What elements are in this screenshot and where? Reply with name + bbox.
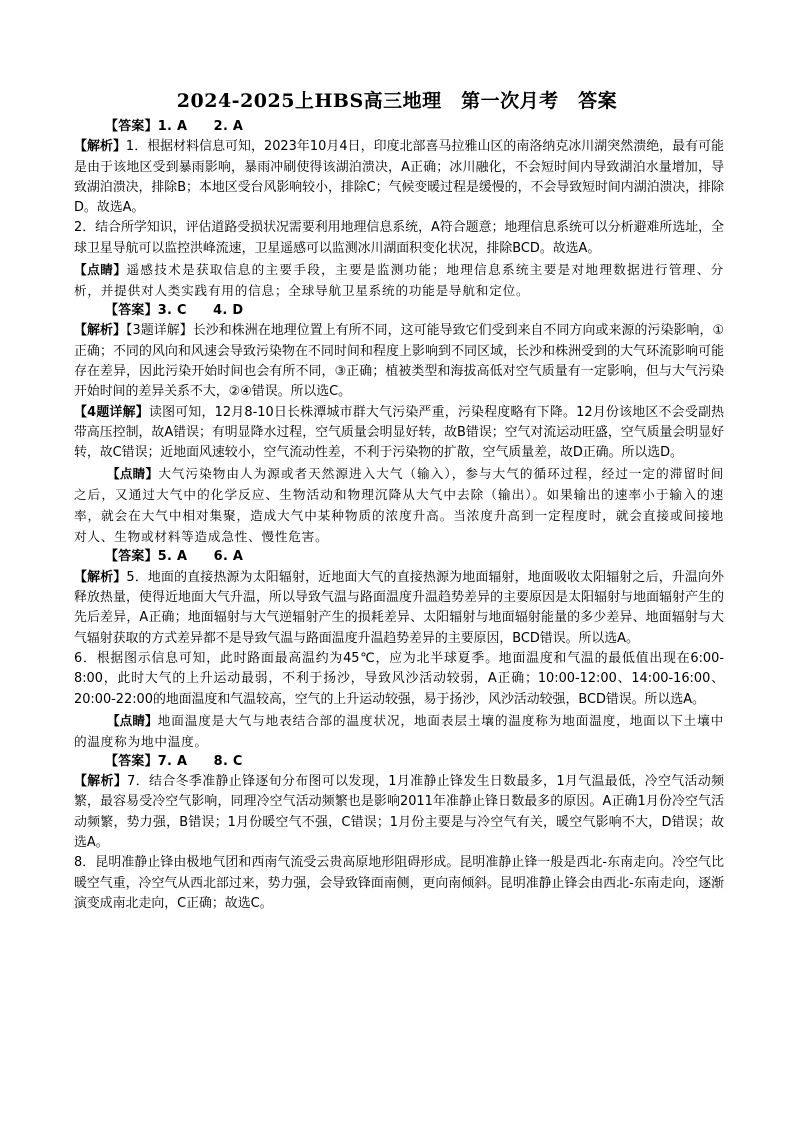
key-point-note: 【点睛】遥感技术是获取信息的主要手段，主要是监测功能；地理信息系统主要是对地理数据进行管理、分析，并提供对人类实践有用的信息；全球导航卫星系统的功能是导航和定位。: [74, 262, 724, 299]
analysis-paragraph: 【解析】7．结合冬季准静止锋逐旬分布图可以发现，1月准静止锋发生日数最多，1月气温最低，冷空气活动频繁，最容易受冷空气影响，同理冷空气活动频繁也是影响2011年准静止锋日数最多的原因。A正确1月份冷空气活动频繁，势力强，B错误；1月份暖空气不强，C错误；1月份主要是与冷空气有关，暖空气影响不大，D错误；故选A。: [74, 774, 725, 851]
key-point-note: 【点睛】大气污染物由人为源或者天然源进入大气（输入），参与大气的循环过程，经过一定的滞留时间之后，又通过大气中的化学反应、生物活动和物理沉降从大气中去除（输出）。如果输出的速率小于输入的速率，就会在大气中相对集聚，造成大气中某种物质的浓度升高。当浓度升高到一定程度时，就会直接或间接地对人、生物或材料等造成急性、慢性危害。: [74, 466, 725, 545]
analysis-paragraph: 2．结合所学知识，评估道路受损状况需要利用地理信息系统，A符合题意；地理信息系统可以分析避难所选址，全球卫星导航可以监控洪峰流速，卫星遥感可以监测冰川湖面积变化状况，排除BCD。故选A。: [74, 220, 724, 256]
answer-content: [74, 117, 724, 914]
analysis-paragraph: 8．昆明准静止锋由极地气团和西南气流受云贵高原地形阻碍形成。昆明准静止锋一般是西北-东南走向。冷空气比暖空气重，冷空气从西北部过来，势力强，会导致锋面南侧，更向南倾斜。昆明准静止锋会由西北-东南走向，逐渐演变成南北走向，C正确；故选C。: [74, 855, 724, 911]
analysis-paragraph: 【解析】【3题详解】长沙和株洲在地理位置上有所不同，这可能导致它们受到来自不同方向或来源的污染影响，①正确；不同的风向和风速会导致污染物在不同时间和程度上影响到不同区域，长沙和株洲受到的大气环流影响可能存在差异，因此污染开始时间也会有所不同，③正确；植被类型和海拔高低对空气质量有一定影响，但与大气污染开始时间的差异关系不大，②④错误。所以选C。: [74, 323, 724, 400]
analysis-paragraph: 【解析】1．根据材料信息可知，2023年10月4日，印度北部喜马拉雅山区的南洛纳克冰川湖突然溃绝，最有可能是由于该地区受到暴雨影响，暴雨冲刷使得该湖泊溃决，A正确；冰川融化，不会短时间内导致湖泊水量增加，导致湖泊溃决，排除B；本地区受台风影响较小，排除C；气候变暖过程是缓慢的，不会导致短时间内湖泊溃决，排除D。故选A。: [74, 139, 724, 216]
answer-line: 【答案】7. A 8. C: [105, 753, 243, 769]
key-point-note: 【点睛】地面温度是大气与地表结合部的温度状况，地面表层土壤的温度称为地面温度，地面以下土壤中的温度称为地中温度。: [74, 712, 725, 749]
answer-line: 【答案】1. A 2. A: [105, 119, 244, 134]
answer-line: 【答案】5. A 6. A: [105, 549, 244, 565]
analysis-paragraph: 【解析】5．地面的直接热源为太阳辐射，近地面大气的直接热源为地面辐射，地面吸收太阳辐射之后，升温向外释放热量，使得近地面大气升温，所以导致气温与路面温度升温趋势差异的主要原因是太阳辐射与地面辐射产生的先后差异，A正确；地面辐射与大气逆辐射产生的损耗差异、太阳辐射与地面辐射能量的多少差异、地面辐射与大气辐射获取的方式差异都不是导致气温与路面温度升温趋势差异的主要原因，BCD错误。所以选A。: [74, 569, 725, 646]
analysis-paragraph: 【4题详解】读图可知，12月8-10日长株潭城市群大气污染严重，污染程度略有下降。12月份该地区不会受副热带高压控制，故A错误；有明显降水过程，空气质量会明显好转，故B错误；空气对流运动旺盛，空气质量会明显好转，故C错误；近地面风速较小，空气流动性差，不利于污染物的扩散，空气质量差，故D正确。所以选D。: [74, 404, 724, 461]
answer-line: 【答案】3. C 4. D: [105, 303, 244, 319]
analysis-paragraph: 6．根据图示信息可知，此时路面最高温约为45℃，应为北半球夏季。地面温度和气温的最低值出现在6:00-8:00，此时大气的上升运动最弱，不利于扬沙，导致风沙活动较弱，A正确；10:00-12:00、14:00-16:00、20:00-22:00的地面温度和气温较高，空气的上升运动较强，易于扬沙，风沙活动较强，BCD错误。所以选A。: [74, 650, 724, 707]
page-title: 2024-2025上HBS高三地理 第一次月考 答案: [176, 90, 618, 112]
